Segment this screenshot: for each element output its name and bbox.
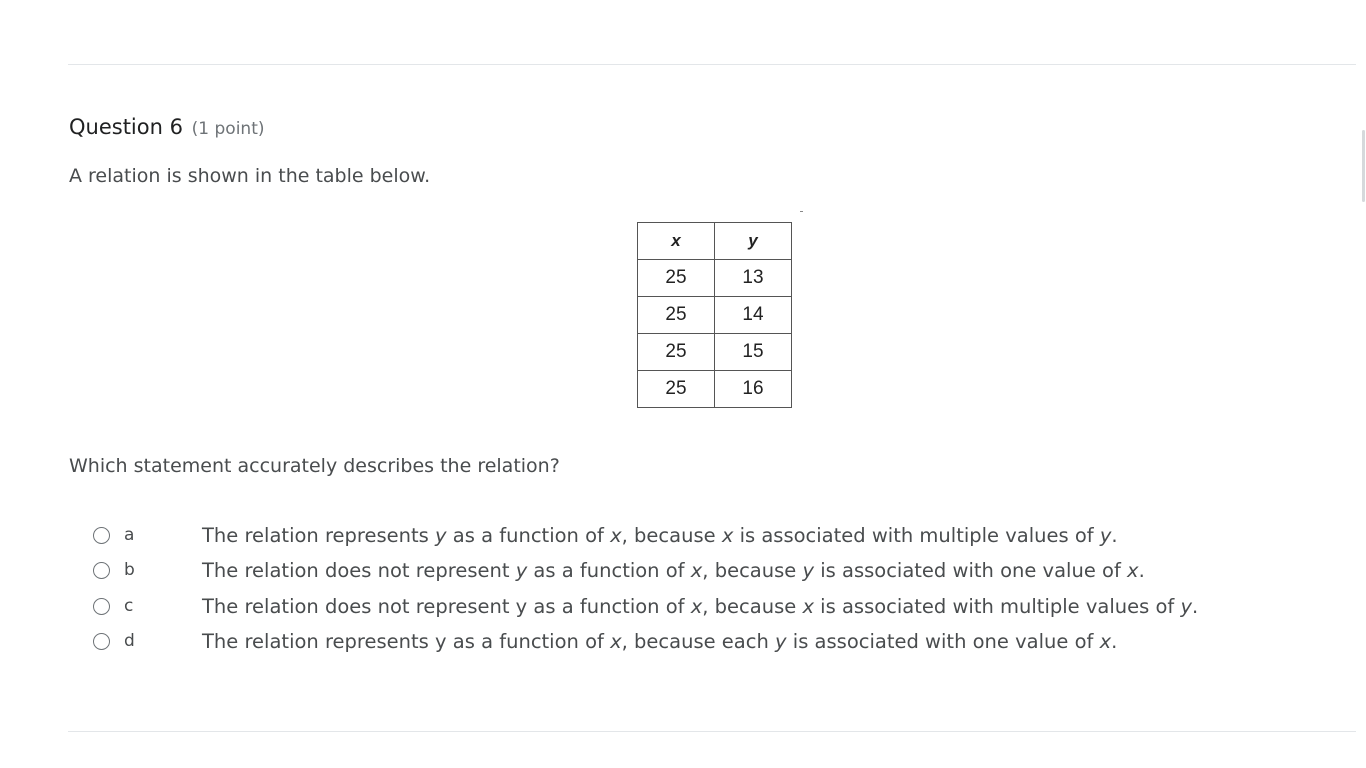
choice-text[interactable]: The relation represents y as a function of x, because each y is associated with one value of x.: [202, 629, 1118, 653]
table-cell-x: 25: [638, 297, 715, 334]
table-row: [638, 260, 792, 297]
table-header-x: x: [638, 223, 715, 260]
table-row: [638, 371, 792, 408]
choice-letter: d: [124, 631, 135, 651]
choice-b[interactable]: [93, 555, 1343, 585]
table-row: [638, 297, 792, 334]
table-cell-x: 25: [638, 334, 715, 371]
table-row: [638, 334, 792, 371]
table-cell-y: 14: [715, 297, 792, 334]
table-cell-y: 15: [715, 334, 792, 371]
bottom-divider: [68, 731, 1356, 732]
choice-a[interactable]: [93, 520, 1343, 550]
table-cell-x: 25: [638, 260, 715, 297]
choice-letter: b: [124, 560, 135, 580]
question-heading: [69, 115, 265, 139]
scrollbar-thumb[interactable]: [1362, 130, 1365, 202]
table-cell-x: 25: [638, 371, 715, 408]
question-ask: Which statement accurately describes the relation?: [69, 455, 560, 477]
choice-text[interactable]: The relation does not represent y as a function of x, because x is associated with multiple values of y.: [202, 594, 1199, 618]
question-title: Question 6: [69, 115, 183, 139]
radio-b[interactable]: [93, 562, 110, 579]
relation-table: [637, 222, 792, 408]
choice-c[interactable]: [93, 591, 1343, 621]
table-header-y: y: [715, 223, 792, 260]
table-cell-y: 16: [715, 371, 792, 408]
radio-d[interactable]: [93, 633, 110, 650]
radio-c[interactable]: [93, 598, 110, 615]
table-cell-y: 13: [715, 260, 792, 297]
question-points: (1 point): [191, 119, 265, 139]
stray-mark: [800, 211, 803, 212]
top-divider: [68, 64, 1356, 65]
choice-d[interactable]: [93, 626, 1343, 656]
choice-text[interactable]: The relation does not represent y as a function of x, because y is associated with one value of x.: [202, 558, 1145, 582]
choice-letter: a: [124, 525, 135, 545]
choice-text[interactable]: The relation represents y as a function of x, because x is associated with multiple values of y.: [202, 523, 1118, 547]
radio-a[interactable]: [93, 527, 110, 544]
question-prompt: A relation is shown in the table below.: [69, 165, 431, 187]
table-header-row: [638, 223, 792, 260]
choice-letter: c: [124, 596, 134, 616]
